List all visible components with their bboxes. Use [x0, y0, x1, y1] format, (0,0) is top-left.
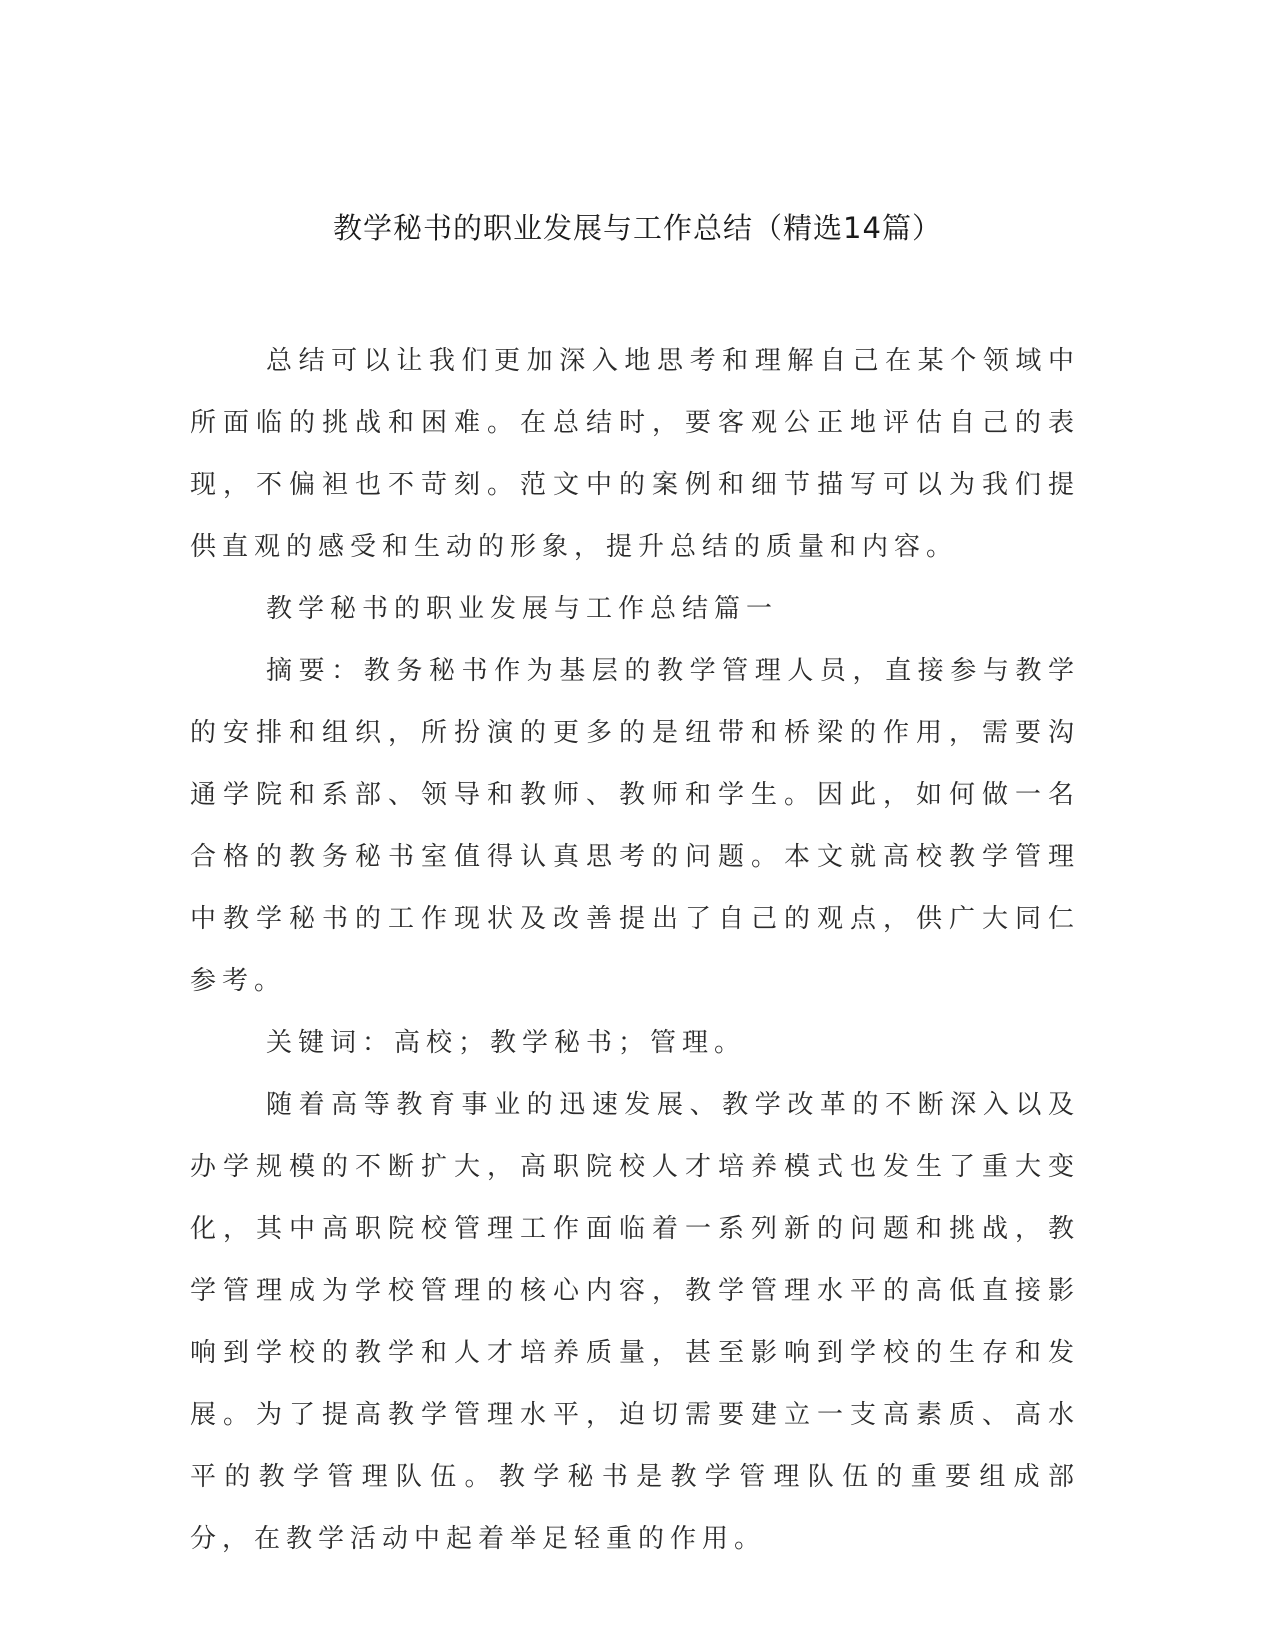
abstract-paragraph: 摘要：教务秘书作为基层的教学管理人员，直接参与教学的安排和组织，所扮演的更多的是纽带和桥梁的作用，需要沟通学院和系部、领导和教师、教师和学生。因此，如何做一名合格的教务秘书室值得认真思考的问题。本文就高校教学管理中教学秘书的工作现状及改善提出了自己的观点，供广大同仁参考。 — [190, 656, 1080, 996]
section-heading: 教学秘书的职业发展与工作总结篇一 — [266, 594, 779, 624]
intro-paragraph: 总结可以让我们更加深入地思考和理解自己在某个领域中所面临的挑战和困难。在总结时，要客观公正地评估自己的表现，不偏袒也不苛刻。范文中的案例和细节描写可以为我们提供直观的感受和生动的形象，提升总结的质量和内容。 — [190, 346, 1080, 562]
body-paragraph: 随着高等教育事业的迅速发展、教学改革的不断深入以及办学规模的不断扩大，高职院校人才培养模式也发生了重大变化，其中高职院校管理工作面临着一系列新的问题和挑战，教学管理成为学校管理的核心内容，教学管理水平的高低直接影响到学校的教学和人才培养质量，甚至影响到学校的生存和发展。为了提高教学管理水平，迫切需要建立一支高素质、高水平的教学管理队伍。教学秘书是教学管理队伍的重要组成部分，在教学活动中起着举足轻重的作用。 — [190, 1090, 1080, 1554]
keywords-paragraph: 关键词：高校；教学秘书；管理。 — [266, 1028, 747, 1058]
document-title: 教学秘书的职业发展与工作总结（精选14篇） — [333, 211, 942, 245]
document-body — [190, 330, 1080, 1570]
